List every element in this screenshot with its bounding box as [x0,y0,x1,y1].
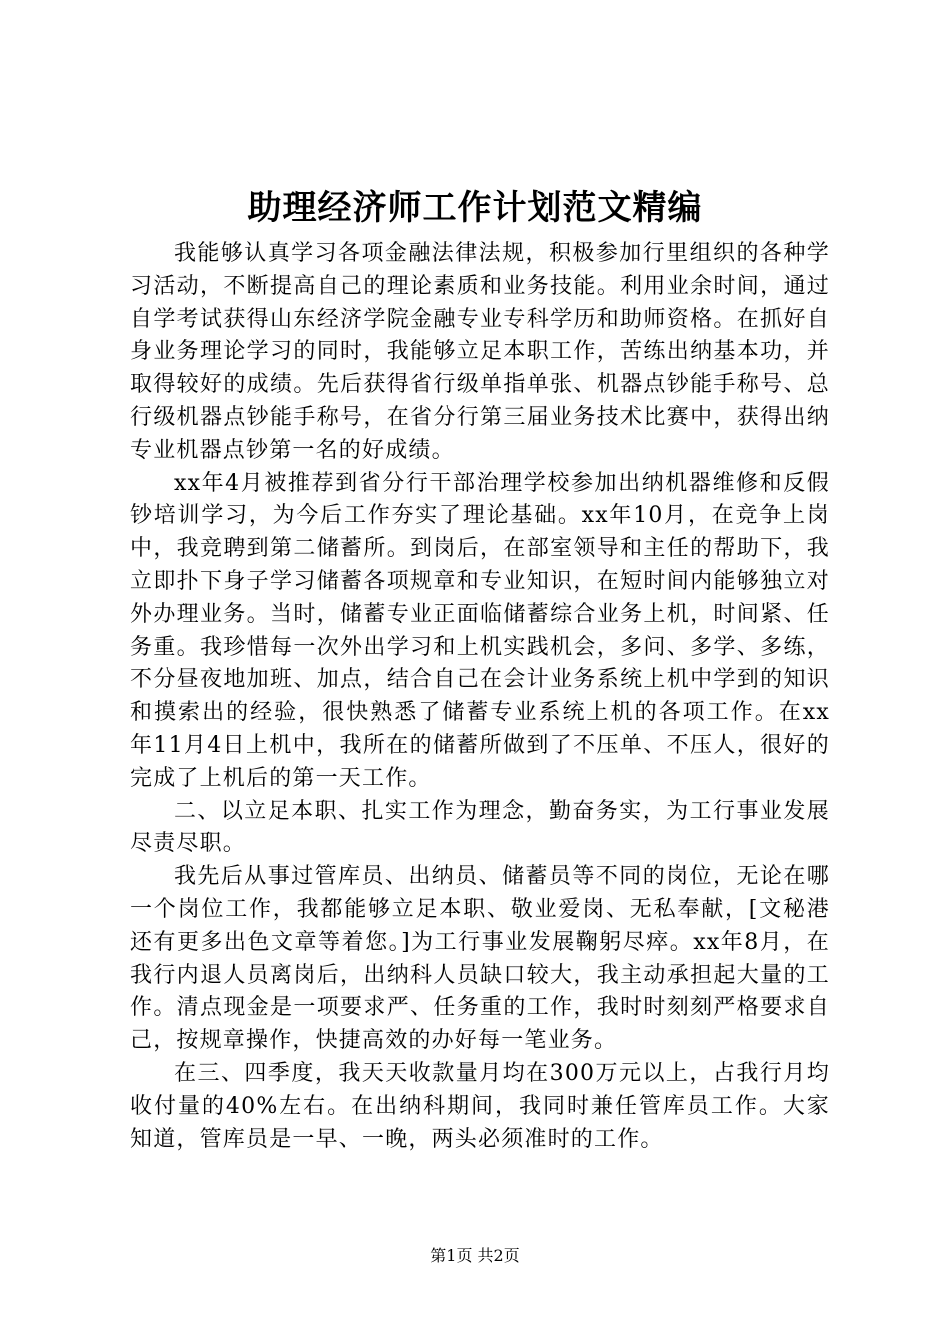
document-title: 助理经济师工作计划范文精编 [247,188,703,228]
paragraph-3: 二、以立足本职、扎实工作为理念，勤奋务实，为工行事业发展尽责尽职。 [130,798,830,857]
paragraph-2: xx年4月被推荐到省分行干部治理学校参加出纳机器维修和反假钞培训学习，为今后工作夯实了理论基础。xx年10月，在竞争上岗中，我竞聘到第二储蓄所。到岗后，在部室领导和主任的帮助下，我立即扑下身子学习储蓄各项规章和专业知识，在短时间内能够独立对外办理业务。当时，储蓄专业正面临储蓄综合业务上机，时间紧、任务重。我珍惜每一次外出学习和上机实践机会，多问、多学、多练，不分昼夜地加班、加点，结合自己在会计业务系统上机中学到的知识和摸索出的经验，很快熟悉了储蓄专业系统上机的各项工作。在xx年11月4日上机中，我所在的储蓄所做到了不压单、不压人，很好的完成了上机后的第一天工作。 [130,470,830,791]
paragraph-1: 我能够认真学习各项金融法律法规，积极参加行里组织的各种学习活动，不断提高自己的理论素质和业务技能。利用业余时间，通过自学考试获得山东经济学院金融专业专科学历和助师资格。在抓好自身业务理论学习的同时，我能够立足本职工作，苦练出纳基本功，并取得较好的成绩。先后获得省行级单指单张、机器点钞能手称号、总行级机器点钞能手称号，在省分行第三届业务技术比赛中，获得出纳专业机器点钞第一名的好成绩。 [130,241,830,463]
paragraph-4: 我先后从事过管库员、出纳员、储蓄员等不同的岗位，无论在哪一个岗位工作，我都能够立足本职、敬业爱岗、无私奉献，[文秘港还有更多出色文章等着您。]为工行事业发展鞠躬尽瘁。xx年8月，在我行内退人员离岗后，出纳科人员缺口较大，我主动承担起大量的工作。清点现金是一项要求严、任务重的工作，我时时刻刻严格要求自己，按规章操作，快捷高效的办好每一笔业务。 [130,864,830,1054]
page-footer: 第1页 共2页 [430,1246,520,1265]
document-body [130,238,830,1156]
paragraph-5: 在三、四季度，我天天收款量月均在300万元以上，占我行月均收付量的40%左右。在出纳科期间，我同时兼任管库员工作。大家知道，管库员是一早、一晚，两头必须准时的工作。 [130,1060,830,1152]
